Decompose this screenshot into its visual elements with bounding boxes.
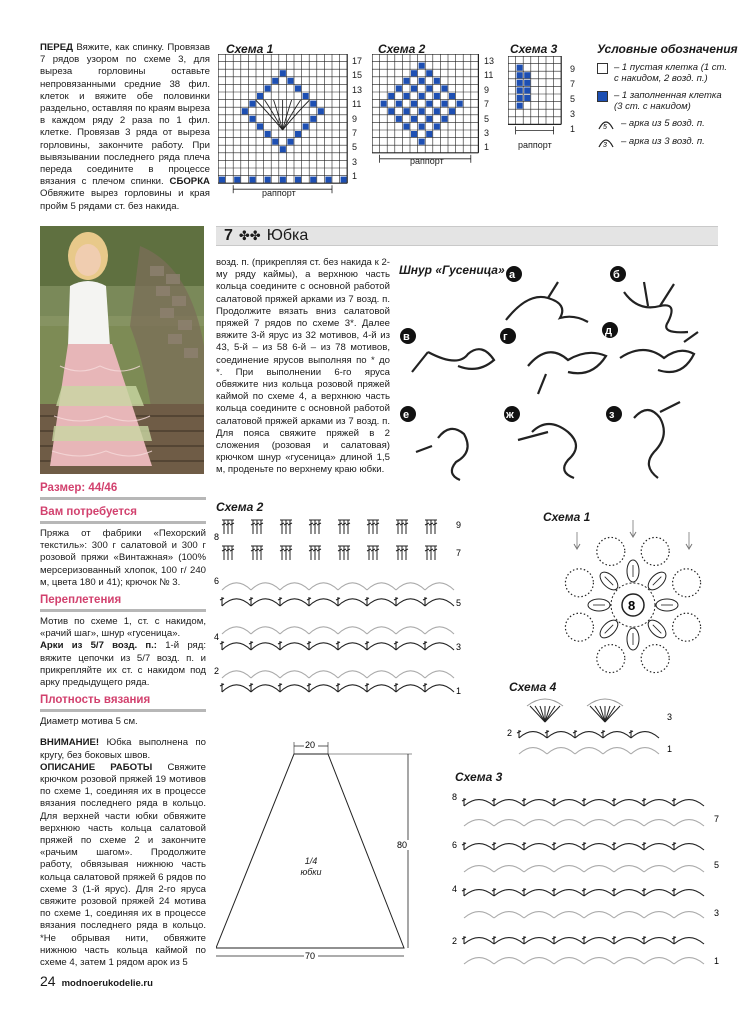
cord-steps-drawing (398, 262, 718, 488)
divider (40, 521, 206, 524)
row-label: 3 (456, 642, 462, 652)
filled-cell (388, 108, 394, 114)
density-heading: Плотность вязания (40, 694, 151, 707)
filled-cell (341, 177, 347, 183)
front-label: ПЕРЕД (40, 42, 73, 53)
row-label: 1 (456, 686, 462, 696)
row-number: 9 (484, 84, 490, 95)
row-number: 3 (484, 127, 490, 138)
model-photo (40, 226, 204, 474)
filled-cell (411, 70, 417, 76)
row-label: 8 (214, 532, 220, 542)
filled-cell (310, 101, 316, 107)
arch3-num: 3 (603, 142, 607, 148)
chart3-row-numbers (570, 64, 586, 139)
filled-cell (434, 78, 440, 84)
filled-cell (280, 70, 286, 76)
repeat-label-2: раппорт (410, 156, 444, 166)
repeat-label-1: раппорт (262, 188, 296, 198)
crochet-chart-2 (212, 510, 470, 700)
arch-row (462, 842, 704, 850)
legend-arch5-text: – арка из 5 возд. п. (621, 118, 705, 129)
row-label: 5 (456, 598, 462, 608)
filled-cell (403, 108, 409, 114)
filled-cell (396, 101, 402, 107)
row-number: 9 (570, 64, 576, 74)
legend-title: Условные обозначения (597, 42, 738, 56)
middle-instructions: возд. п. (прикрепляя ст. без накида к 2-му ряду каймы), а верхнюю часть кольца соедините с основной работой салатовой пряжей арками из 7 возд. п. Продолжите вязать вниз салатовой пряжей 7 рядов по схеме 3*. Далее вяжите 3-й ярус из 32 мотивов, 4-й из 43, 5-й – из 58 6-й – из 78 мотивов, соединение ярусов выполняя по * до *. При выполнении 6-го яруса обвяжите низ кольца розовой пряжей каймой по схеме 4, а верхнюю часть кольца соедините с основной работой салатовой пряжей арками из 7 возд. п. Для пояса свяжите пряжей в 2 сложения (розовая и салатовая) крючком шнур «гусеница» длиной 1,5 м, проденьте по верхнему краю юбки. (216, 257, 390, 476)
left-column-info (40, 480, 206, 969)
filet-chart-2 (372, 54, 484, 164)
row-label: 3 (667, 712, 673, 722)
arch-body: 1-й ряд: вяжите цепочки из 5/7 возд. п. и прикрепляйте их ст. с накидом под арку предыдущего ряда. (40, 640, 206, 689)
row-number: 11 (484, 70, 494, 81)
filled-cell (280, 177, 286, 183)
filled-cell (257, 93, 263, 99)
row-label: 3 (714, 908, 720, 918)
footer (40, 973, 153, 989)
filled-cell (310, 116, 316, 122)
filled-cell (388, 93, 394, 99)
row-label: 2 (214, 666, 220, 676)
filled-cell (441, 116, 447, 122)
pattern-center-label: 1/4 юбки (300, 856, 322, 877)
description (40, 762, 206, 969)
motif-center-label: 8 (628, 598, 636, 613)
chart1-row-numbers (352, 56, 368, 186)
filled-cell (403, 123, 409, 129)
row-number: 9 (352, 113, 358, 124)
attention-info (40, 737, 206, 761)
row-number: 3 (352, 156, 358, 167)
cord-step-v: в (403, 331, 410, 343)
filet-chart-3 (508, 56, 568, 138)
filled-cell (419, 78, 425, 84)
filled-cell (517, 65, 523, 71)
row-label: 5 (714, 860, 720, 870)
filled-cell (449, 93, 455, 99)
treble-group (222, 546, 437, 560)
legend-filled-text: – 1 заполненная клетка (3 ст. с накидом) (614, 90, 722, 112)
row-label: 7 (456, 548, 462, 558)
filled-cell (257, 123, 263, 129)
filled-cell (403, 93, 409, 99)
filled-cell (265, 85, 271, 91)
arch-row (222, 583, 454, 590)
filled-cell (303, 123, 309, 129)
chart2-row-numbers (484, 56, 500, 157)
filled-cell (419, 93, 425, 99)
filled-cell (426, 85, 432, 91)
row-number: 1 (484, 142, 490, 153)
filled-cell (295, 131, 301, 137)
motif-title: Схема 1 (543, 510, 591, 524)
chart1-title: Схема 1 (226, 42, 274, 56)
arch-row (464, 820, 704, 826)
filled-cell (411, 131, 417, 137)
filled-cell (272, 139, 278, 145)
arch-row (464, 866, 704, 872)
legend-empty-text: – 1 пустая клетка (1 ст. с накидом, 2 возд. п.) (614, 62, 728, 84)
filled-cell (457, 101, 463, 107)
section-band (216, 226, 718, 246)
filled-cell (272, 78, 278, 84)
front-body: Вяжите, как спинку. Провязав 7 рядов узором по схеме 3, для выреза горловины оставьте непровязанными средние 38 фил. клеток и вяжите обе половинки раздельно, оставляя по краям выреза в каждом ряду 2 раза по 1 фил. клетке. Провязав 3 ряда от выреза горловины, закончите работу. При вывязывании последнего ряда плеча переда соедините в процессе вязания с плечом спинки. (40, 42, 210, 188)
filled-cell (411, 85, 417, 91)
row-number: 5 (484, 113, 490, 124)
arch-row (462, 936, 704, 944)
cord-step-b: б (613, 269, 620, 281)
row-number: 7 (352, 127, 358, 138)
legend (597, 42, 738, 154)
cord-diagrams (398, 262, 718, 488)
arch-row (220, 641, 454, 650)
treble-group (222, 520, 437, 534)
pattern-top: 20 (305, 740, 316, 750)
arch-label: Арки из 5/7 возд. п.: (40, 640, 157, 652)
page-number: 24 (40, 973, 56, 989)
filled-cell (434, 93, 440, 99)
row-number: 7 (484, 99, 490, 110)
cord-step-zh: ж (506, 409, 514, 421)
legend-arch3-text: – арка из 3 возд. п. (621, 136, 705, 147)
filled-cell (249, 101, 255, 107)
weave-heading: Переплетения (40, 594, 122, 607)
filled-cell (419, 108, 425, 114)
arch-row (464, 958, 704, 964)
scheme3-title: Схема 3 (455, 770, 503, 784)
filled-cell (419, 63, 425, 69)
row-number: 13 (352, 84, 363, 95)
size-heading: Размер: 44/46 (40, 482, 118, 494)
cord-step-a: а (509, 269, 516, 281)
description-body: Свяжите крючком розовой пряжей 19 мотивов по схеме 1, соединяя их в процессе вязания последнего ряда в кольцо. Для верхней части юбки обвяжите верхнюю часть кольца салатовой пряжей по схеме 2 и закончите «рачьим шагом». Продолжите работу, обвязывая нижнюю часть кольца салатовой пряжей 6 рядов по схеме 3 (1-й ярус). Для 2-го яруса свяжите розовой пряжей 24 мотива по схеме 1, соединяя их в процессе вязания последнего ряда в кольцо. *Не обрывая нити, обвяжите нижнюю часть кольца каймой по схеме 4, затем 1 рядом арок из 5 (40, 761, 207, 969)
row-number: 5 (352, 142, 358, 153)
arch-row (462, 798, 704, 806)
filled-cell (517, 103, 523, 109)
filled-cell (524, 80, 530, 86)
arch5-num: 5 (603, 124, 607, 130)
assembly-label: СБОРКА (169, 176, 210, 188)
filled-cell (434, 108, 440, 114)
row-label: 1 (667, 744, 673, 754)
filled-cell (287, 78, 293, 84)
row-label: 9 (456, 520, 462, 530)
arch-row (462, 888, 704, 896)
section-title: Юбка (266, 227, 309, 244)
row-number: 13 (484, 56, 495, 66)
legend-arch5 (597, 118, 727, 130)
filled-cell (524, 72, 530, 78)
filled-cell (249, 177, 255, 183)
filled-cell (517, 72, 523, 78)
filled-cell (396, 116, 402, 122)
cord-step-e: е (403, 409, 410, 421)
arch5-icon (597, 118, 615, 130)
filled-cell (441, 85, 447, 91)
filled-cell (426, 70, 432, 76)
filled-cell-icon (597, 91, 608, 102)
filled-cell (517, 95, 523, 101)
row-label: 6 (214, 576, 220, 586)
filled-cell (426, 131, 432, 137)
filled-cell (426, 116, 432, 122)
need-heading: Вам потребуется (40, 506, 138, 518)
density-body: Диаметр мотива 5 см. (40, 716, 138, 728)
filet-chart-1 (218, 54, 368, 204)
row-label: 4 (214, 632, 220, 642)
filled-cell (411, 116, 417, 122)
legend-arch3 (597, 136, 727, 148)
arch-row (517, 730, 659, 738)
row-number: 15 (352, 70, 363, 81)
row-label: 1 (714, 956, 720, 966)
section-ornament: ✤✤ (238, 228, 261, 243)
scheme4-title: Схема 4 (509, 680, 557, 694)
filled-cell (517, 80, 523, 86)
row-label: 6 (452, 840, 458, 850)
cord-step-d: д (605, 325, 612, 337)
filled-cell (219, 177, 225, 183)
arch-row (220, 683, 454, 692)
fan-row (527, 699, 623, 722)
filled-cell (434, 123, 440, 129)
filled-cell (524, 95, 530, 101)
row-number: 11 (352, 99, 362, 110)
filled-cell (287, 139, 293, 145)
filled-cell (325, 177, 331, 183)
grid-cells (508, 56, 561, 134)
filled-cell (381, 101, 387, 107)
filled-cell (396, 85, 402, 91)
filled-cell (318, 108, 324, 114)
filled-cell (242, 108, 248, 114)
crochet-chart-4 (505, 692, 685, 762)
row-number: 1 (352, 171, 358, 182)
repeat-label-3: раппорт (518, 140, 552, 150)
weave-body: Мотив по схеме 1, ст. с накидом, «рачий шаг», шнур «гусеница». (40, 616, 206, 640)
cord-step-g: г (503, 331, 508, 343)
section-number: 7 (224, 227, 233, 244)
row-label: 8 (452, 792, 458, 802)
row-label: 4 (452, 884, 458, 894)
front-instructions (40, 42, 210, 213)
pattern-bottom: 70 (305, 951, 316, 961)
filled-cell (449, 108, 455, 114)
row-label: 2 (452, 936, 458, 946)
attention-label: ВНИМАНИЕ! (40, 737, 100, 749)
divider (40, 497, 206, 500)
crochet-chart-3 (452, 780, 724, 970)
filled-cell (303, 93, 309, 99)
motif-diagram (548, 520, 718, 690)
chart2-title: Схема 2 (378, 42, 426, 56)
row-number: 1 (570, 124, 576, 134)
filled-cell (310, 177, 316, 183)
arch-row (222, 627, 454, 634)
filled-cell (411, 101, 417, 107)
arch-row (464, 912, 704, 918)
filled-cell (295, 85, 301, 91)
arch-row (220, 597, 454, 606)
filled-cell (295, 177, 301, 183)
filled-cell (426, 101, 432, 107)
scheme2-title: Схема 2 (216, 500, 264, 514)
description-label: ОПИСАНИЕ РАБОТЫ (40, 761, 153, 773)
legend-empty-cell (597, 62, 727, 84)
filled-cell (419, 123, 425, 129)
arch3-icon (597, 136, 615, 148)
filled-cell (280, 146, 286, 152)
filled-cell (517, 87, 523, 93)
row-label: 7 (714, 814, 720, 824)
filled-cell (249, 116, 255, 122)
arch-row (519, 748, 659, 754)
arch-info (40, 640, 206, 689)
filled-cell (265, 177, 271, 183)
filled-cell (265, 131, 271, 137)
assembly-body: Обвяжите вырез горловины и края пройм 5 рядами ст. без накида. (40, 188, 210, 212)
divider (40, 609, 206, 612)
pattern-side: 80 (397, 840, 408, 850)
filled-cell (419, 139, 425, 145)
legend-filled-cell (597, 90, 727, 112)
row-number: 7 (570, 79, 576, 89)
skirt-pattern (216, 736, 416, 962)
empty-cell-icon (597, 63, 608, 74)
row-number: 17 (352, 56, 363, 66)
cord-step-z: з (609, 409, 615, 421)
row-label: 2 (507, 728, 513, 738)
filled-cell (234, 177, 240, 183)
chart3-title: Схема 3 (510, 42, 558, 56)
cord-title: Шнур «Гусеница» (399, 263, 505, 277)
arch-row (222, 671, 454, 678)
attention-body: Юбка выполнена по кругу, без боковых швов. (40, 737, 206, 761)
filled-cell (524, 87, 530, 93)
grid-cells (372, 54, 478, 163)
need-body: Пряжа от фабрики «Пехорский текстиль»: 300 г салатовой и 300 г розовой пряжи «Винтажная» (100% мерсеризованный хлопок, 100 г/ 240 м, цвета 180 и 41); крючок № 3. (40, 528, 206, 588)
row-number: 3 (570, 109, 576, 119)
filled-cell (441, 101, 447, 107)
footer-site: modnoerukodelie.ru (61, 978, 153, 989)
divider (40, 709, 206, 712)
filled-cell (403, 78, 409, 84)
row-number: 5 (570, 94, 576, 104)
